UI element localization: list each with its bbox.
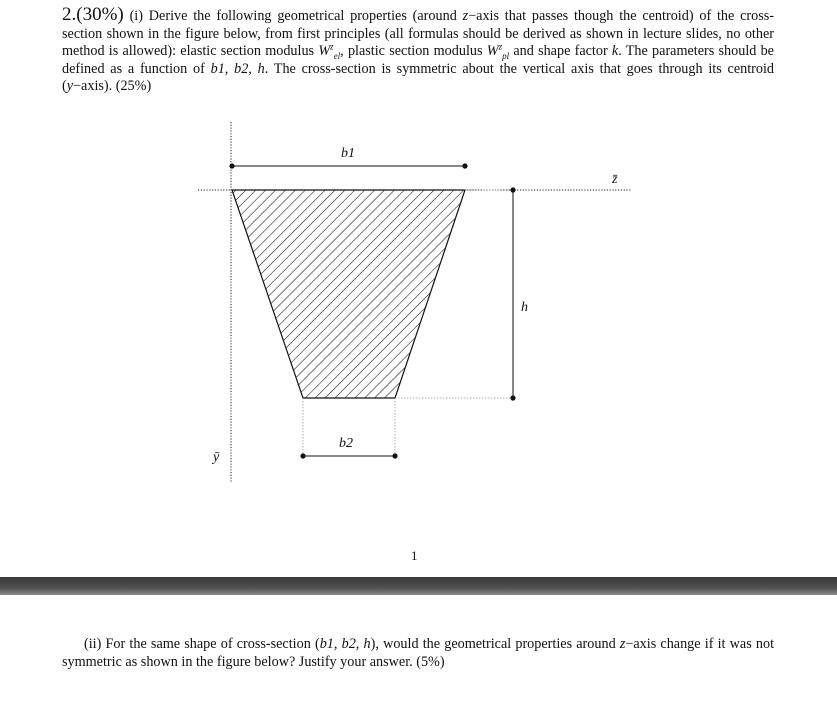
math-k: k — [611, 43, 619, 60]
h-end-dot — [510, 395, 515, 400]
math-z: z — [462, 8, 469, 24]
b2-end-dot — [300, 453, 305, 458]
text-segment: ), would the geometrical properties around — [370, 636, 620, 652]
text-segment: Derive the following geometrical properties (around — [148, 8, 463, 24]
text-segment: . The cross-section is symmetric about the vertical axis that goes through its centroid ( — [62, 60, 775, 95]
text-segment: For the same shape of cross-section ( — [105, 636, 320, 652]
b1-end-dot — [462, 163, 467, 168]
label-h: h — [521, 300, 528, 315]
text-segment: −axis that passes though the centroid) of the cross-section shown in the figure below, from first principles (all formulas should be derived as shown in lecture slides, no other method is allowed): elastic section modulus — [62, 8, 775, 60]
label-z-bar: z̄ — [612, 172, 618, 187]
b1-end-dot — [229, 163, 234, 168]
label-y-bar: ȳ — [213, 450, 220, 465]
math-params: b1, b2, h — [319, 636, 371, 652]
page-number: 1 — [411, 548, 418, 563]
label-b1: b1 — [341, 146, 355, 161]
trapezoid-section — [232, 190, 465, 398]
h-end-dot — [510, 187, 515, 192]
plastic-modulus-symbol: $W^z_{pl}$ — [486, 41, 510, 62]
label-b2: b2 — [339, 436, 353, 451]
text-segment: , plastic section modulus — [340, 43, 487, 60]
question-number: 2.(30%) — [62, 4, 124, 25]
page-separator — [0, 577, 837, 595]
text-segment: −axis change if it was not symmetric as shown in the figure below? Justify your answer. (5%) — [62, 636, 775, 670]
elastic-modulus-symbol: $W^z_{el}$ — [318, 41, 341, 62]
text-segment: and shape factor — [509, 43, 612, 60]
math-params: b1, b2, h — [210, 60, 265, 77]
part-i-label: (i) — [129, 8, 143, 24]
part-ii-label: (ii) — [84, 636, 102, 652]
math-z: z — [619, 636, 626, 652]
text-segment: −axis). (25%) — [73, 78, 152, 95]
math-y: y — [66, 78, 74, 95]
b2-end-dot — [392, 453, 397, 458]
question-2-part-ii — [62, 636, 774, 671]
text-segment: . The parameters should be defined as a function of — [62, 43, 774, 77]
